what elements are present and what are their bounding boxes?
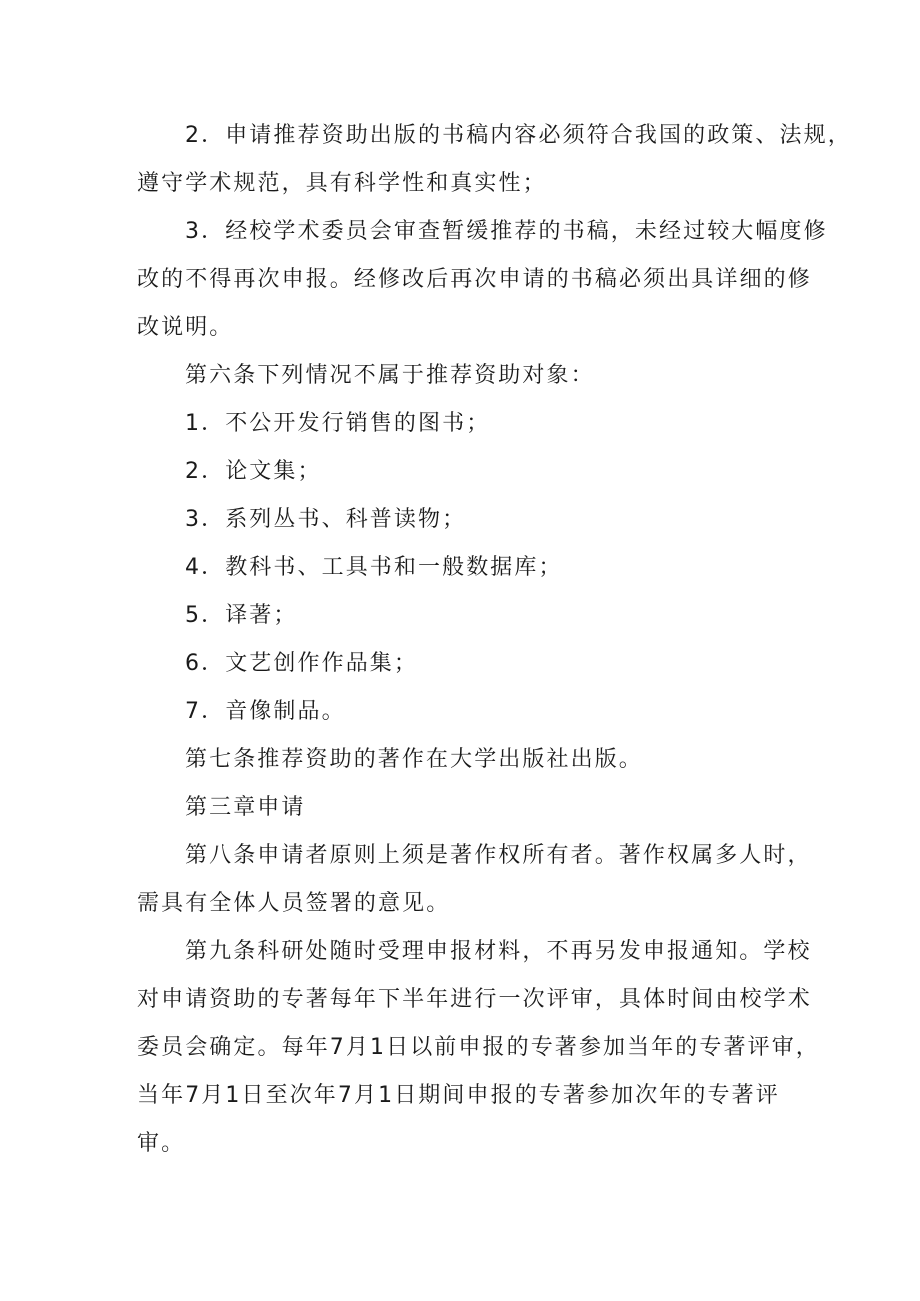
paragraph-item-2-line-2: 遵守学术规范，具有科学性和真实性； xyxy=(137,171,547,196)
article-9-line-4: 当年7月1日至次年7月1日期间申报的专著参加次年的专著评 xyxy=(137,1083,780,1108)
chapter-3-heading: 第三章申请 xyxy=(185,795,306,820)
list-item: 1．不公开发行销售的图书； xyxy=(185,411,491,436)
list-item: 2．论文集； xyxy=(185,459,322,484)
article-9-line-1: 第九条科研处随时受理申报材料，不再另发申报通知。学校 xyxy=(185,939,812,964)
list-item: 6．文艺创作作品集； xyxy=(185,651,418,676)
paragraph-item-2-line-1: 2．申请推荐资助出版的书稿内容必须符合我国的政策、法规， xyxy=(185,123,852,148)
article-9-line-3: 委员会确定。每年7月1日以前申报的专著参加当年的专著评审， xyxy=(137,1035,820,1060)
article-6-heading: 第六条下列情况不属于推荐资助对象： xyxy=(185,363,595,388)
article-7: 第七条推荐资助的著作在大学出版社出版。 xyxy=(185,747,643,772)
list-item: 7．音像制品。 xyxy=(185,699,346,724)
list-item: 3．系列丛书、科普读物； xyxy=(185,507,467,532)
article-8-line-2: 需具有全体人员签署的意见。 xyxy=(137,891,451,916)
paragraph-item-3-line-3: 改说明。 xyxy=(137,315,234,340)
paragraph-item-3-line-2: 改的不得再次申报。经修改后再次申请的书稿必须出具详细的修 xyxy=(137,267,812,292)
article-9-line-5: 审。 xyxy=(137,1131,186,1156)
paragraph-item-3-line-1: 3．经校学术委员会审查暂缓推荐的书稿，未经过较大幅度修 xyxy=(185,219,828,244)
article-8-line-1: 第八条申请者原则上须是著作权所有者。著作权属多人时， xyxy=(185,843,812,868)
list-item: 5．译著； xyxy=(185,603,298,628)
list-item: 4．教科书、工具书和一般数据库； xyxy=(185,555,563,580)
article-9-line-2: 对申请资助的专著每年下半年进行一次评审，具体时间由校学术 xyxy=(137,987,812,1012)
